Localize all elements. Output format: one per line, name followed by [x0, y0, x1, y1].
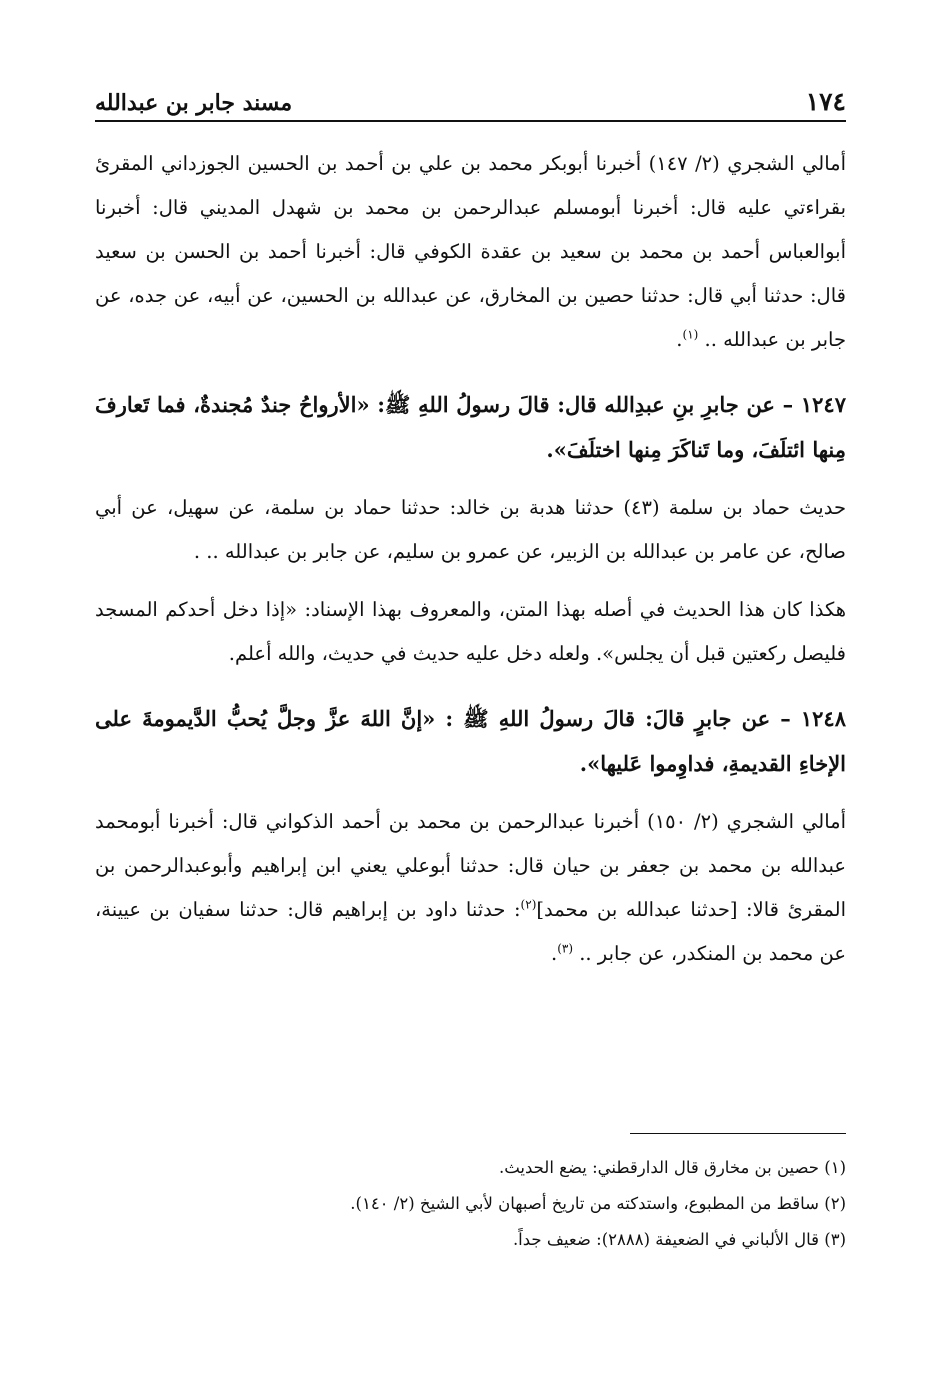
book-page: [95, 0, 846, 1383]
main-text: [95, 142, 846, 976]
page-number: ١٧٤: [805, 87, 846, 116]
paragraph-tail: .: [676, 328, 683, 351]
paragraph-commentary: هكذا كان هذا الحديث في أصله بهذا المتن، والمعروف بهذا الإسناد: «إذا دخل أحدكم المسجد فليصل ركعتين قبل أن يجلس». ولعله دخل عليه حديث في حديث، والله أعلم.: [95, 598, 846, 665]
footnote-separator: [630, 1133, 846, 1134]
hadith-1248: ١٢٤٨ – عن جابرٍ قالَ: قالَ رسولُ اللهِ ﷺ : «إنَّ اللهَ عزَّ وجلَّ يُحبُّ الدَّيمومةَ على الإخاءِ القديمةِ، فداوِموا عَليها».: [95, 706, 846, 776]
footnote-2: (٢) ساقط من المطبوع، واستدكته من تاريخ أصبهان لأبي الشيخ (٢/ ١٤٠).: [350, 1194, 846, 1213]
footnote-3: (٣) قال الألباني في الضعيفة (٢٨٨٨): ضعيف جداً.: [512, 1230, 846, 1249]
paragraph-text-b: : حدثنا داود بن إبراهيم قال: حدثنا سفيان بن عيينة، عن محمد بن المنكدر، عن جابر ..: [95, 898, 846, 965]
paragraph-text-a: أمالي الشجري (٢/ ١٥٠) أخبرنا عبدالرحمن بن محمد بن أحمد الذكواني قال: أخبرنا أبومحمد عبدالله بن محمد بن جعفر بن حيان قال: حدثنا أبوعلي يعني ابن إبراهيم وأبوعبدالرحمن بن المقرئ قالا: [حدثنا عبدالله بن محمد]: [95, 810, 846, 921]
running-title: مسند جابر بن عبدالله: [95, 90, 293, 116]
footnote-ref-3: (٣): [557, 941, 574, 956]
paragraph-hammad: حديث حماد بن سلمة (٤٣) حدثنا هدبة بن خالد: حدثنا حماد بن سلمة، عن سهيل، عن أبي صالح، عن عامر بن عبدالله بن الزبير، عن عمرو بن سليم، عن جابر بن عبدالله .. .: [95, 496, 847, 563]
page-header: [95, 82, 846, 122]
paragraph-tail: .: [550, 942, 558, 965]
footnote-ref-2: (٢): [520, 897, 537, 912]
paragraph-source-1247: [95, 142, 846, 362]
footnotes: [95, 1150, 846, 1258]
footnote-1: (١) حصين بن مخارق قال الدارقطني: يضع الحديث.: [498, 1158, 846, 1177]
paragraph-text: أمالي الشجري (٢/ ١٤٧) أخبرنا أبوبكر محمد بن علي بن أحمد بن الحسين الجوزداني المقرئ بقراءتي عليه قال: أخبرنا أبومسلم عبدالرحمن بن محمد بن شهدل المديني قال: أخبرنا أبوالعباس أحمد بن محمد بن سعيد بن عقدة الكوفي قال: أخبرنا أحمد بن الحسن بن سعيد قال: حدثنا أبي قال: حدثنا حصين بن المخارق، عن عبدالله بن الحسين، عن أبيه، عن جده، عن جابر بن عبدالله ..: [95, 152, 846, 351]
footnote-ref-1: (١): [682, 327, 699, 342]
paragraph-source-1248: [95, 800, 846, 976]
hadith-1247: ١٢٤٧ – عن جابرِ بنِ عبدِالله قال: قالَ رسولُ اللهِ ﷺ: «الأرواحُ جندٌ مُجندةٌ، فما تَعارفَ مِنها ائتلَفَ، وما تَناكَرَ مِنها اختلَفَ».: [95, 392, 846, 462]
